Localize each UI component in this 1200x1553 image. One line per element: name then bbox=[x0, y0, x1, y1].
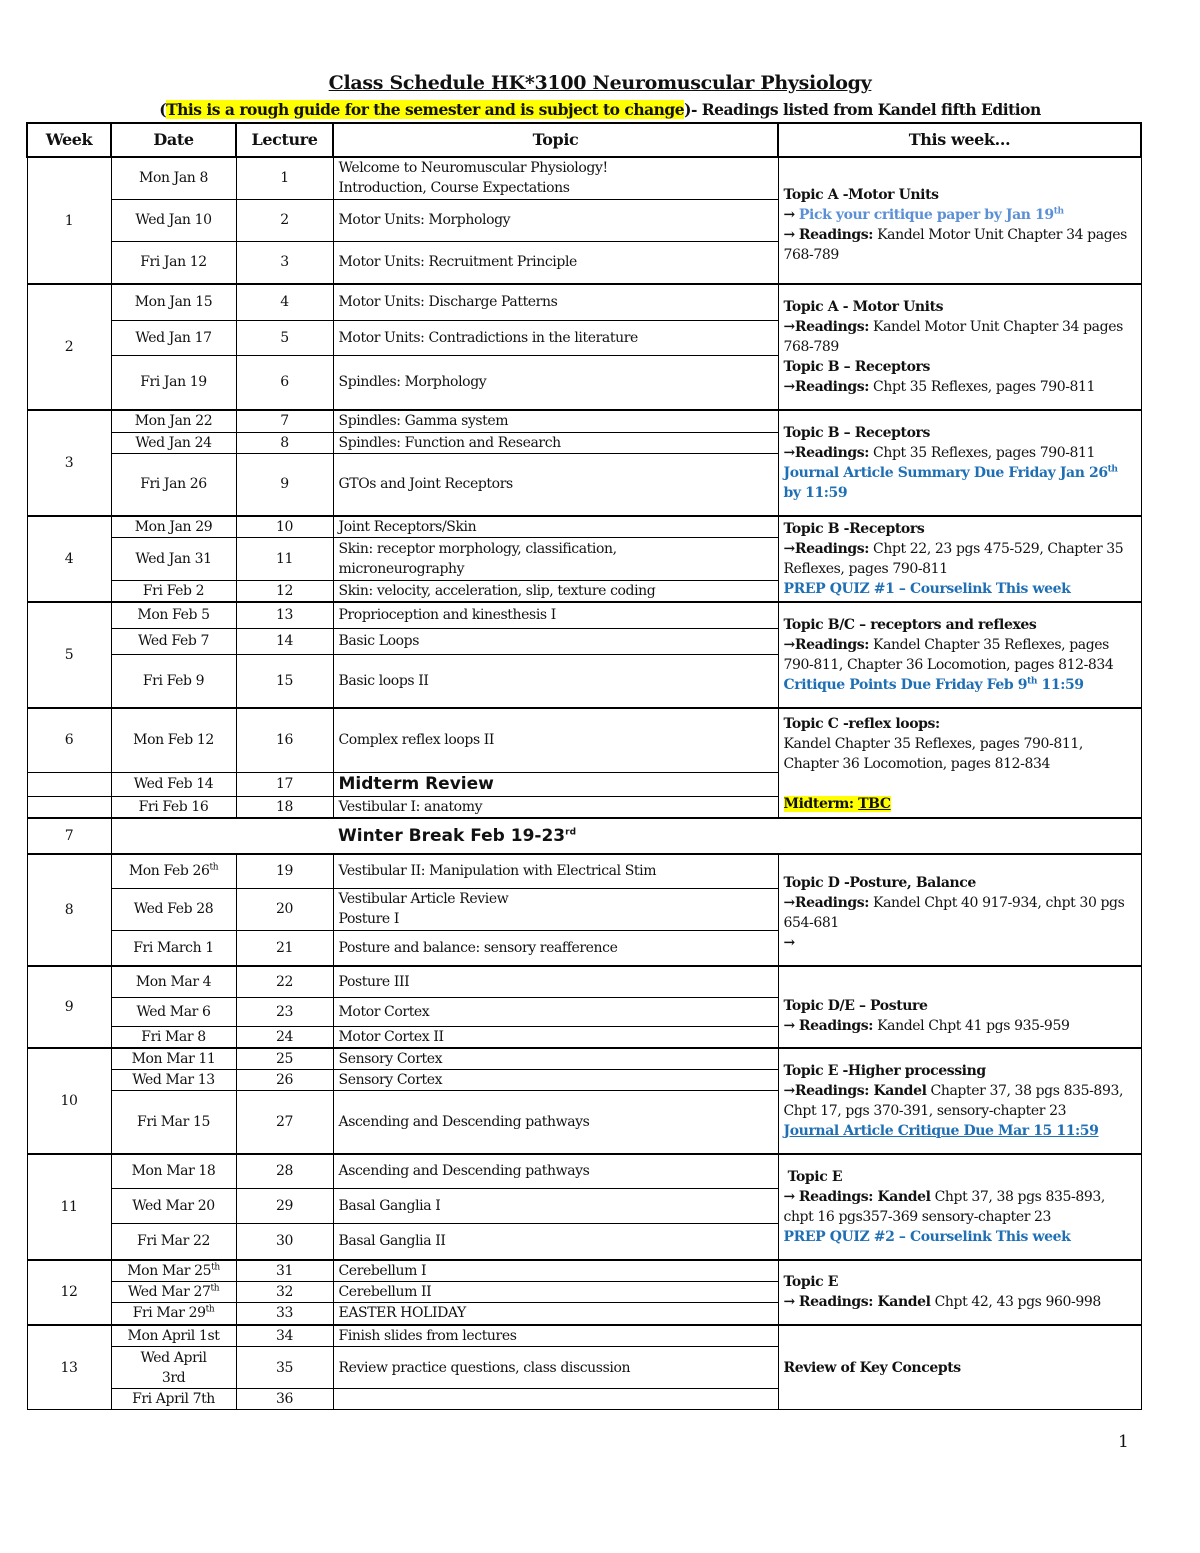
date-cell: Fri Feb 16 bbox=[111, 796, 236, 818]
table-row bbox=[27, 1260, 1141, 1282]
this-week-cell: Topic D/E – Posture → Readings: Kandel Chpt 41 pgs 935-959 bbox=[778, 966, 1141, 1048]
arrow-icon: → bbox=[783, 445, 795, 461]
lecture-cell: 36 bbox=[236, 1389, 333, 1410]
date-cell: Mon Mar 11 bbox=[111, 1048, 236, 1070]
topic-cell: Finish slides from lectures bbox=[333, 1325, 778, 1347]
lecture-cell: 21 bbox=[236, 930, 333, 966]
date-cell: Mon Jan 22 bbox=[111, 410, 236, 432]
topic-cell: Skin: velocity, acceleration, slip, texture coding bbox=[333, 581, 778, 603]
date-cell: Wed Mar 20 bbox=[111, 1189, 236, 1224]
this-week-cell: Topic C -reflex loops: Kandel Chapter 35 Reflexes, pages 790-811, Chapter 36 Locomotion, pages 812-834 Midterm: TBC bbox=[778, 708, 1141, 818]
lecture-cell: 14 bbox=[236, 628, 333, 654]
lecture-cell: 5 bbox=[236, 320, 333, 355]
lecture-cell: 10 bbox=[236, 516, 333, 538]
date-cell: Mon Mar 4 bbox=[111, 966, 236, 997]
date-cell: Fri Mar 22 bbox=[111, 1224, 236, 1260]
date-cell: Wed Jan 17 bbox=[111, 320, 236, 355]
table-row bbox=[27, 1154, 1141, 1189]
col-date: Date bbox=[111, 123, 236, 157]
topic-cell: Vestibular Article Review Posture I bbox=[333, 888, 778, 930]
arrow-icon: → bbox=[783, 206, 795, 223]
topic-cell: Skin: receptor morphology, classification, microneurography bbox=[333, 538, 778, 581]
lecture-cell: 31 bbox=[236, 1260, 333, 1282]
topic-cell: Cerebellum II bbox=[333, 1281, 778, 1302]
topic-cell: Complex reflex loops II bbox=[333, 708, 778, 772]
lecture-cell: 7 bbox=[236, 410, 333, 432]
arrow-icon: → bbox=[783, 637, 795, 653]
topic-cell: Motor Cortex bbox=[333, 997, 778, 1026]
date-cell: Wed April 3rd bbox=[111, 1347, 236, 1389]
arrow-icon: → bbox=[783, 1018, 795, 1034]
lecture-cell: 34 bbox=[236, 1325, 333, 1347]
this-week-cell: Topic E -Higher processing →Readings: Kandel Chapter 37, 38 pgs 835-893, Chpt 17, pgs 370-391, sensory-chapter 23 Journal Article Critique Due Mar 15 11:59 bbox=[778, 1048, 1141, 1154]
lecture-cell: 20 bbox=[236, 888, 333, 930]
lecture-cell: 25 bbox=[236, 1048, 333, 1070]
topic-cell: Basal Ganglia I bbox=[333, 1189, 778, 1224]
lecture-cell: 2 bbox=[236, 199, 333, 241]
table-row bbox=[27, 854, 1141, 888]
date-cell: Fri Jan 26 bbox=[111, 453, 236, 516]
table-row bbox=[27, 516, 1141, 538]
topic-cell: Ascending and Descending pathways bbox=[333, 1091, 778, 1154]
date-cell: Fri Jan 12 bbox=[111, 241, 236, 284]
arrow-icon: → bbox=[783, 379, 795, 395]
subtitle-highlight: This is a rough guide for the semester and is subject to change bbox=[166, 100, 685, 119]
col-week: Week bbox=[27, 123, 111, 157]
topic-cell: Vestibular I: anatomy bbox=[333, 796, 778, 818]
lecture-cell: 4 bbox=[236, 284, 333, 320]
date-cell: Wed Jan 24 bbox=[111, 432, 236, 453]
topic-cell: Motor Units: Recruitment Principle bbox=[333, 241, 778, 284]
lecture-cell: 11 bbox=[236, 538, 333, 581]
week-number: 5 bbox=[27, 602, 111, 708]
this-week-cell: Topic A -Motor Units → Pick your critique paper by Jan 19th → Readings: Kandel Motor Unit Chapter 34 pages 768-789 bbox=[778, 157, 1141, 284]
topic-cell: Spindles: Morphology bbox=[333, 355, 778, 410]
date-cell: Fri Mar 15 bbox=[111, 1091, 236, 1154]
lecture-cell: 16 bbox=[236, 708, 333, 772]
this-week-cell: Review of Key Concepts bbox=[778, 1325, 1141, 1410]
col-lecture: Lecture bbox=[236, 123, 333, 157]
this-week-cell: Topic A - Motor Units →Readings: Kandel Motor Unit Chapter 34 pages 768-789 Topic B – Receptors →Readings: Chpt 35 Reflexes, pages 790-811 bbox=[778, 284, 1141, 410]
topic-cell: Basic Loops bbox=[333, 628, 778, 654]
date-cell: Mon Feb 12 bbox=[111, 708, 236, 772]
week-number: 9 bbox=[27, 966, 111, 1048]
lecture-cell: 19 bbox=[236, 854, 333, 888]
lecture-cell: 30 bbox=[236, 1224, 333, 1260]
table-row bbox=[27, 410, 1141, 432]
date-cell: Mon Feb 5 bbox=[111, 602, 236, 628]
lecture-cell: 29 bbox=[236, 1189, 333, 1224]
lecture-cell: 35 bbox=[236, 1347, 333, 1389]
this-week-cell: Topic B -Receptors →Readings: Chpt 22, 23 pgs 475-529, Chapter 35 Reflexes, pages 790-811 PREP QUIZ #1 – Courselink This week bbox=[778, 516, 1141, 602]
lecture-cell: 32 bbox=[236, 1281, 333, 1302]
topic-cell: Review practice questions, class discussion bbox=[333, 1347, 778, 1389]
date-cell: Wed Mar 13 bbox=[111, 1070, 236, 1091]
date-cell: Mon April 1st bbox=[111, 1325, 236, 1347]
schedule-table bbox=[26, 122, 1142, 1410]
date-cell: Fri Jan 19 bbox=[111, 355, 236, 410]
week-number: 1 bbox=[27, 157, 111, 284]
table-row bbox=[27, 966, 1141, 997]
this-week-cell: Topic E → Readings: Kandel Chpt 42, 43 pgs 960-998 bbox=[778, 1260, 1141, 1326]
this-week-cell: Topic B/C – receptors and reflexes →Readings: Kandel Chapter 35 Reflexes, pages 790-811, Chapter 36 Locomotion, pages 812-834 Critique Points Due Friday Feb 9th 11:59 bbox=[778, 602, 1141, 708]
topic-cell: Proprioception and kinesthesis I bbox=[333, 602, 778, 628]
this-week-cell: Topic E → Readings: Kandel Chpt 37, 38 pgs 835-893, chpt 16 pgs357-369 sensory-chapter 23 PREP QUIZ #2 – Courselink This week bbox=[778, 1154, 1141, 1260]
date-cell: Mon Jan 15 bbox=[111, 284, 236, 320]
lecture-cell: 1 bbox=[236, 157, 333, 199]
topic-cell: Motor Units: Morphology bbox=[333, 199, 778, 241]
lecture-cell: 12 bbox=[236, 581, 333, 603]
topic-cell bbox=[333, 1389, 778, 1410]
topic-cell: Spindles: Function and Research bbox=[333, 432, 778, 453]
date-cell: Fri Feb 9 bbox=[111, 654, 236, 708]
date-cell: Fri Mar 8 bbox=[111, 1026, 236, 1048]
table-row bbox=[27, 1048, 1141, 1070]
topic-cell: Motor Units: Contradictions in the literature bbox=[333, 320, 778, 355]
date-cell: Mon Jan 29 bbox=[111, 516, 236, 538]
date-cell: Wed Jan 31 bbox=[111, 538, 236, 581]
topic-cell: Motor Cortex II bbox=[333, 1026, 778, 1048]
winter-break: Winter Break Feb 19-23rd bbox=[333, 818, 1141, 854]
table-row bbox=[27, 1325, 1141, 1347]
topic-cell: Joint Receptors/Skin bbox=[333, 516, 778, 538]
date-cell: Mon Mar 25th bbox=[111, 1260, 236, 1282]
date-cell: Fri March 1 bbox=[111, 930, 236, 966]
arrow-icon: → bbox=[783, 226, 795, 243]
col-this-week: This week… bbox=[778, 123, 1141, 157]
topic-cell: Posture III bbox=[333, 966, 778, 997]
week-number: 11 bbox=[27, 1154, 111, 1260]
date-cell: Wed Mar 6 bbox=[111, 997, 236, 1026]
table-row bbox=[27, 284, 1141, 320]
table-row bbox=[27, 818, 1141, 854]
topic-cell: Welcome to Neuromuscular Physiology! Introduction, Course Expectations bbox=[333, 157, 778, 199]
date-cell: Mon Mar 18 bbox=[111, 1154, 236, 1189]
topic-cell: Spindles: Gamma system bbox=[333, 410, 778, 432]
topic-cell: Sensory Cortex bbox=[333, 1048, 778, 1070]
week-number: 4 bbox=[27, 516, 111, 602]
lecture-cell: 6 bbox=[236, 355, 333, 410]
lecture-cell: 15 bbox=[236, 654, 333, 708]
arrow-icon: → bbox=[783, 1082, 795, 1099]
lecture-cell: 33 bbox=[236, 1302, 333, 1325]
topic-cell: Midterm Review bbox=[333, 772, 778, 796]
date-cell: Mon Feb 26th bbox=[111, 854, 236, 888]
lecture-cell: 23 bbox=[236, 997, 333, 1026]
topic-cell: Sensory Cortex bbox=[333, 1070, 778, 1091]
this-week-cell: Topic B – Receptors →Readings: Chpt 35 Reflexes, pages 790-811 Journal Article Summary Due Friday Jan 26th by 11:59 bbox=[778, 410, 1141, 516]
topic-cell: Posture and balance: sensory reafference bbox=[333, 930, 778, 966]
date-cell: Fri April 7th bbox=[111, 1389, 236, 1410]
lecture-cell: 28 bbox=[236, 1154, 333, 1189]
lecture-cell: 9 bbox=[236, 453, 333, 516]
topic-cell: Cerebellum I bbox=[333, 1260, 778, 1282]
week-number: 10 bbox=[27, 1048, 111, 1154]
date-cell: Mon Jan 8 bbox=[111, 157, 236, 199]
week-number: 2 bbox=[27, 284, 111, 410]
date-cell: Wed Feb 7 bbox=[111, 628, 236, 654]
arrow-icon: → bbox=[783, 935, 795, 951]
table-row bbox=[27, 708, 1141, 772]
lecture-cell: 8 bbox=[236, 432, 333, 453]
midterm-highlight: Midterm: TBC bbox=[783, 796, 891, 812]
topic-cell: Basic loops II bbox=[333, 654, 778, 708]
topic-cell: Vestibular II: Manipulation with Electrical Stim bbox=[333, 854, 778, 888]
lecture-cell: 26 bbox=[236, 1070, 333, 1091]
this-week-cell: Topic D -Posture, Balance →Readings: Kandel Chpt 40 917-934, chpt 30 pgs 654-681 → bbox=[778, 854, 1141, 966]
date-cell: Fri Mar 29th bbox=[111, 1302, 236, 1325]
week-number: 8 bbox=[27, 854, 111, 966]
week-number bbox=[27, 796, 111, 818]
week-number: 6 bbox=[27, 708, 111, 772]
topic-cell: Ascending and Descending pathways bbox=[333, 1154, 778, 1189]
date-cell: Wed Feb 28 bbox=[111, 888, 236, 930]
arrow-icon: → bbox=[783, 319, 795, 335]
lecture-cell: 13 bbox=[236, 602, 333, 628]
date-cell: Wed Feb 14 bbox=[111, 772, 236, 796]
header-row bbox=[27, 123, 1141, 157]
date-cell: Fri Feb 2 bbox=[111, 581, 236, 603]
arrow-icon: → bbox=[783, 1294, 795, 1311]
arrow-icon: → bbox=[783, 541, 795, 557]
document-subtitle: (This is a rough guide for the semester and is subject to change)- Readings listed from Kandel fifth Edition bbox=[159, 100, 1041, 119]
topic-cell: Basal Ganglia II bbox=[333, 1224, 778, 1260]
lecture-cell: 22 bbox=[236, 966, 333, 997]
lecture-cell: 3 bbox=[236, 241, 333, 284]
topic-cell: Motor Units: Discharge Patterns bbox=[333, 284, 778, 320]
lecture-cell: 18 bbox=[236, 796, 333, 818]
topic-cell: GTOs and Joint Receptors bbox=[333, 453, 778, 516]
arrow-icon: → bbox=[783, 895, 795, 911]
date-cell: Wed Mar 27th bbox=[111, 1281, 236, 1302]
table-row bbox=[27, 157, 1141, 199]
lecture-cell: 17 bbox=[236, 772, 333, 796]
topic-cell: EASTER HOLIDAY bbox=[333, 1302, 778, 1325]
col-topic: Topic bbox=[333, 123, 778, 157]
arrow-icon: → bbox=[783, 1188, 795, 1205]
week-number: 7 bbox=[27, 818, 111, 854]
week-number bbox=[27, 772, 111, 796]
lecture-cell: 24 bbox=[236, 1026, 333, 1048]
page-number: 1 bbox=[1118, 1432, 1129, 1452]
week-number: 12 bbox=[27, 1260, 111, 1326]
date-cell: Wed Jan 10 bbox=[111, 199, 236, 241]
week-number: 13 bbox=[27, 1325, 111, 1410]
document-title: Class Schedule HK*3100 Neuromuscular Physiology bbox=[328, 72, 872, 94]
table-row bbox=[27, 602, 1141, 628]
week-number: 3 bbox=[27, 410, 111, 516]
lecture-cell: 27 bbox=[236, 1091, 333, 1154]
